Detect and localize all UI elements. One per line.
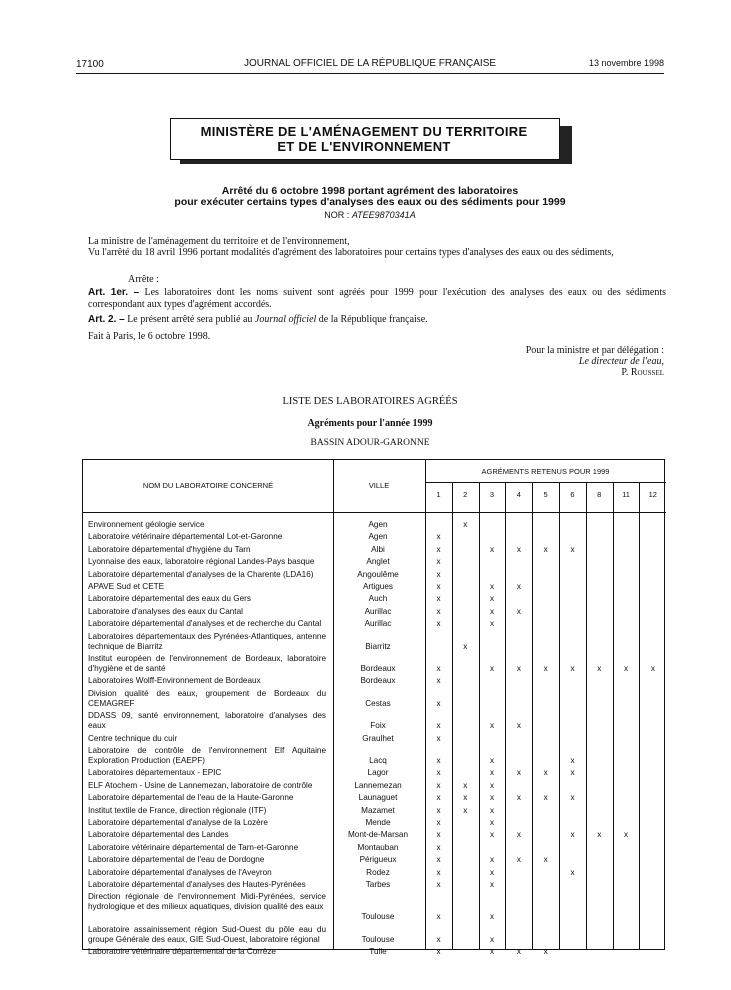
lab-name: APAVE Sud et CETE xyxy=(88,582,165,591)
agrement-mark: x xyxy=(436,934,441,944)
lab-name: Laboratoire départemental d'hygiène du Tarn xyxy=(88,544,251,554)
agrement-mark: x xyxy=(516,582,521,591)
minister-line: La ministre de l'aménagement du territoire et de l'environnement, xyxy=(88,236,350,247)
agrement-mark: x xyxy=(516,793,521,803)
agrement-mark: x xyxy=(516,855,521,865)
lab-city: Launaguet xyxy=(358,793,398,803)
table-row xyxy=(83,570,666,582)
agrement-mark: x xyxy=(490,606,495,616)
lab-name: Lyonnaise des eaux, laboratoire régional Landes-Pays basque xyxy=(88,557,315,567)
table-row xyxy=(83,632,666,654)
header-rule xyxy=(76,73,664,74)
lab-city: Agen xyxy=(368,520,388,529)
agrement-col-11: 11 xyxy=(622,490,630,499)
col-header-name: NOM DU LABORATOIRE CONCERNÉ xyxy=(142,481,274,490)
lab-name: Laboratoire vétérinaire départemental de la Corrèze xyxy=(88,947,276,957)
agrement-mark: x xyxy=(516,544,521,554)
lab-city: Aurillac xyxy=(364,619,392,629)
agrement-col-3: 3 xyxy=(489,490,495,499)
signature-line-1: Pour la ministre et par délégation : xyxy=(525,345,664,356)
agrement-mark: x xyxy=(436,582,441,591)
lab-name: Laboratoire départemental d'analyse de la Lozère xyxy=(88,818,268,827)
agrement-mark: x xyxy=(436,947,441,957)
agrement-mark: x xyxy=(516,947,521,957)
table-row xyxy=(83,793,666,805)
agrement-mark: x xyxy=(436,805,441,815)
table-row xyxy=(83,868,666,880)
lab-city: Toulouse xyxy=(361,912,395,922)
decree-title-line-1: Arrêté du 6 octobre 1998 portant agrément des laboratoires xyxy=(221,185,519,197)
agrement-mark: x xyxy=(436,619,441,629)
agrement-mark: x xyxy=(436,818,441,827)
lab-city: Mazamet xyxy=(361,805,395,815)
agrement-mark: x xyxy=(490,780,495,790)
lab-city: Albi xyxy=(371,544,385,554)
ministry-title xyxy=(170,124,558,154)
lab-name: Institut européen de l'environnement de Bordeaux, laboratoire d'hygiène et de santé xyxy=(88,654,326,673)
table-hline xyxy=(425,482,666,483)
lab-name: Laboratoire départemental des eaux du Gers xyxy=(88,594,251,604)
col-header-agrements: AGRÉMENTS RETENUS POUR 1999 xyxy=(481,467,610,476)
lab-city: Aurillac xyxy=(364,606,392,616)
agrement-mark: x xyxy=(516,721,521,731)
table-row xyxy=(83,830,666,842)
ministry-box xyxy=(170,118,572,164)
agrement-mark: x xyxy=(516,606,521,616)
agrement-mark: x xyxy=(436,698,441,708)
lab-name: Laboratoires départementaux des Pyrénées-Atlantiques, antenne technique de Biarritz xyxy=(88,631,326,651)
agrement-col-5: 5 xyxy=(543,490,548,499)
table-row xyxy=(83,654,666,676)
agrement-mark: x xyxy=(436,557,441,567)
article-1 xyxy=(88,287,666,311)
nor-reference xyxy=(250,210,490,220)
lab-name: ELF Atochem - Usine de Lannemezan, laboratoire de contrôle xyxy=(88,780,313,790)
agrement-mark: x xyxy=(436,733,441,743)
table-row xyxy=(83,689,666,711)
agrement-mark: x xyxy=(436,880,441,889)
agrement-mark: x xyxy=(436,664,441,673)
agrement-mark: x xyxy=(490,544,495,554)
agrement-mark: x xyxy=(570,793,575,803)
lab-city: Montauban xyxy=(357,842,399,852)
agrement-mark: x xyxy=(516,830,521,840)
lab-city: Bordeaux xyxy=(360,664,396,673)
lab-name: Laboratoires départementaux - EPIC xyxy=(88,768,222,778)
agrement-mark: x xyxy=(436,855,441,865)
table-row xyxy=(83,582,666,594)
agrement-col-8: 8 xyxy=(597,490,602,499)
agrement-mark: x xyxy=(490,855,495,865)
page-number: 17100 xyxy=(76,59,104,70)
agrement-col-1: 1 xyxy=(436,490,441,499)
agrement-mark: x xyxy=(624,830,629,840)
agrement-mark: x xyxy=(490,582,495,591)
agrement-mark: x xyxy=(436,676,441,686)
lab-city: Artigues xyxy=(362,582,394,591)
agrement-mark: x xyxy=(650,664,655,673)
nor-value: ATEE9870341A xyxy=(351,210,416,220)
lab-city: Tarbes xyxy=(365,880,391,889)
table-row xyxy=(83,532,666,544)
agrement-mark: x xyxy=(436,569,441,579)
lab-name: DDASS 09, santé environnement, laboratoire d'analyses des eaux xyxy=(88,711,326,731)
lab-name: Laboratoire départemental d'analyses des Hautes-Pyrénées xyxy=(88,880,306,889)
arrete-line: Arrête : xyxy=(128,274,159,285)
table-row xyxy=(83,855,666,867)
lab-name: Environnement géologie service xyxy=(88,520,205,529)
lab-name: Laboratoire départemental d'analyses de l'Aveyron xyxy=(88,867,272,877)
agrement-mark: x xyxy=(436,544,441,554)
table-row xyxy=(83,892,666,924)
agrement-mark: x xyxy=(436,768,441,778)
table-hline xyxy=(83,512,666,513)
table-row xyxy=(83,734,666,746)
article-1-text: Les laboratoires dont les noms suivent sont agréés pour 1999 pour l'exécution des analyses des eaux ou des sédiments correspondant aux types d'agrément accordés. xyxy=(88,287,666,310)
agrement-mark: x xyxy=(543,855,548,865)
lab-city: Agen xyxy=(368,532,388,542)
lab-city: Graulhet xyxy=(362,733,394,743)
table-row xyxy=(83,545,666,557)
article-2-text-a: Le présent arrêté sera publié au xyxy=(127,314,253,325)
agrement-mark: x xyxy=(490,721,495,731)
agrement-col-6: 6 xyxy=(570,490,575,499)
table-row xyxy=(83,676,666,688)
agrement-mark: x xyxy=(543,793,548,803)
decree-title xyxy=(150,186,590,208)
agrement-mark: x xyxy=(543,664,548,673)
lab-city: Cestas xyxy=(365,698,391,708)
agrement-mark: x xyxy=(436,793,441,803)
agrement-mark: x xyxy=(570,756,575,765)
table-row xyxy=(83,746,666,768)
signature-block xyxy=(440,345,664,378)
agrement-mark: x xyxy=(570,768,575,778)
agrement-mark: x xyxy=(436,912,441,922)
table-row xyxy=(83,619,666,631)
lab-name: Centre technique du cuir xyxy=(88,733,178,743)
lab-name: Laboratoire départemental des Landes xyxy=(88,830,229,840)
lab-city: Lannemezan xyxy=(354,780,402,790)
table-row xyxy=(83,925,666,947)
agrement-mark: x xyxy=(543,544,548,554)
agrement-mark: x xyxy=(570,867,575,877)
lab-city: Tulle xyxy=(369,947,387,957)
agrement-mark: x xyxy=(436,532,441,542)
lab-name: Laboratoire de contrôle de l'environnement Elf Aquitaine Exploration Production (EAEPF) xyxy=(88,746,326,765)
laboratories-table xyxy=(82,459,665,957)
lab-city: Mende xyxy=(365,818,391,827)
agrement-mark: x xyxy=(436,594,441,604)
col-header-city: VILLE xyxy=(368,481,390,490)
agrement-mark: x xyxy=(490,947,495,957)
article-2-text-b: de la République française. xyxy=(318,314,428,325)
vu-line: Vu l'arrêté du 18 avril 1996 portant modalités d'agrément des laboratoires pour certains types d'analyses des eaux ou des sédiments, xyxy=(88,247,614,258)
agrement-mark: x xyxy=(436,756,441,765)
agrement-mark: x xyxy=(463,793,468,803)
issue-date: 13 novembre 1998 xyxy=(588,58,664,68)
agrement-mark: x xyxy=(570,830,575,840)
lab-name: Direction régionale de l'environnement Midi-Pyrénées, service hydrologique et des milieux aquatiques, division qualité des eaux xyxy=(88,892,326,912)
agrement-mark: x xyxy=(436,721,441,731)
lab-name: Laboratoire d'analyses des eaux du Cantal xyxy=(88,606,243,616)
agrement-mark: x xyxy=(543,768,548,778)
list-basin: BASSIN ADOUR-GARONNE xyxy=(310,438,430,448)
agrement-mark: x xyxy=(490,619,495,629)
agrement-mark: x xyxy=(436,867,441,877)
agrement-mark: x xyxy=(490,594,495,604)
lab-name: Division qualité des eaux, groupement de Bordeaux du CEMAGREF xyxy=(88,688,326,708)
lab-name: Laboratoires Wolff-Environnement de Bordeaux xyxy=(88,676,261,686)
table-row xyxy=(83,557,666,569)
article-2-journal: Journal officiel xyxy=(254,314,317,325)
table-row xyxy=(83,818,666,830)
agrement-mark: x xyxy=(490,664,495,673)
agrement-mark: x xyxy=(490,818,495,827)
agrement-mark: x xyxy=(543,947,548,957)
agrement-mark: x xyxy=(490,793,495,803)
agrement-mark: x xyxy=(463,641,468,651)
article-2 xyxy=(88,314,666,326)
lab-name: Laboratoire départemental de l'eau de Dordogne xyxy=(88,855,265,865)
agrement-mark: x xyxy=(436,780,441,790)
lab-name: Laboratoire vétérinaire départemental de Tarn-et-Garonne xyxy=(88,842,299,852)
agrement-mark: x xyxy=(516,664,521,673)
agrement-mark: x xyxy=(436,830,441,840)
agrement-col-12: 12 xyxy=(648,490,657,499)
lab-city: Lacq xyxy=(369,756,387,765)
lab-city: Biarritz xyxy=(365,641,391,651)
agrement-mark: x xyxy=(490,805,495,815)
agrement-col-2: 2 xyxy=(463,490,468,499)
lab-city: Lagor xyxy=(367,768,389,778)
lab-city: Mont-de-Marsan xyxy=(347,830,409,840)
agrement-mark: x xyxy=(463,780,468,790)
agrement-mark: x xyxy=(490,880,495,889)
agrement-mark: x xyxy=(490,912,495,922)
article-1-label: Art. 1er. – xyxy=(88,287,140,298)
journal-title: JOURNAL OFFICIEL DE LA RÉPUBLIQUE FRANÇAISE xyxy=(243,58,497,69)
agrement-mark: x xyxy=(597,664,602,673)
table-row xyxy=(83,594,666,606)
table-row xyxy=(83,806,666,818)
lab-city: Bordeaux xyxy=(360,676,396,686)
agrement-mark: x xyxy=(490,867,495,877)
fait-line: Fait à Paris, le 6 octobre 1998. xyxy=(88,331,211,342)
agrement-mark: x xyxy=(490,768,495,778)
lab-name: Laboratoire départemental d'analyses et de recherche du Cantal xyxy=(88,619,322,629)
agrement-mark: x xyxy=(624,664,629,673)
decree-title-line-2: pour exécuter certains types d'analyses des eaux ou des sédiments pour 1999 xyxy=(174,196,566,208)
agrement-mark: x xyxy=(490,934,495,944)
ministry-line-1: MINISTÈRE DE L'AMÉNAGEMENT DU TERRITOIRE xyxy=(200,124,528,139)
agrement-mark: x xyxy=(490,830,495,840)
lab-city: Angoulême xyxy=(357,569,399,579)
lab-name: Laboratoire départemental de l'eau de la Haute-Garonne xyxy=(88,793,294,803)
ministry-line-2: ET DE L'ENVIRONNEMENT xyxy=(277,139,451,154)
nor-label: NOR : xyxy=(324,210,350,220)
signature-name: P. Roussel xyxy=(621,367,664,378)
lab-name: Laboratoire vétérinaire départemental Lot-et-Garonne xyxy=(88,532,283,542)
lab-city: Périgueux xyxy=(359,855,397,865)
agrement-mark: x xyxy=(516,768,521,778)
list-subtitle: Agréments pour l'année 1999 xyxy=(307,418,433,429)
agrement-mark: x xyxy=(597,830,602,840)
table-row xyxy=(83,711,666,733)
table-row xyxy=(83,520,666,532)
list-title: LISTE DES LABORATOIRES AGRÉÉS xyxy=(282,396,458,407)
lab-name: Laboratoire assainissement région Sud-Ouest du pôle eau du groupe Générale des eaux, GIE Sud-Ouest, laboratoire régional xyxy=(88,924,326,944)
lab-city: Rodez xyxy=(366,867,390,877)
agrement-mark: x xyxy=(570,664,575,673)
agrement-mark: x xyxy=(570,544,575,554)
agrement-mark: x xyxy=(490,756,495,765)
agrement-col-4: 4 xyxy=(516,490,521,499)
signature-line-2: Le directeur de l'eau, xyxy=(578,356,664,367)
agrement-mark: x xyxy=(436,606,441,616)
table-row xyxy=(83,880,666,892)
table-row xyxy=(83,843,666,855)
table-row xyxy=(83,947,666,959)
table-row xyxy=(83,607,666,619)
lab-city: Anglet xyxy=(366,557,390,567)
agrement-mark: x xyxy=(463,805,468,815)
agrement-mark: x xyxy=(436,842,441,852)
lab-city: Auch xyxy=(368,594,388,604)
lab-city: Toulouse xyxy=(361,934,395,944)
lab-name: Institut textile de France, direction régionale (ITF) xyxy=(88,805,267,815)
agrement-mark: x xyxy=(463,520,468,529)
lab-city: Foix xyxy=(370,721,386,731)
table-row xyxy=(83,768,666,780)
table-row xyxy=(83,781,666,793)
article-2-label: Art. 2. – xyxy=(88,314,125,325)
lab-name: Laboratoire départemental d'analyses de la Charente (LDA16) xyxy=(88,569,314,579)
